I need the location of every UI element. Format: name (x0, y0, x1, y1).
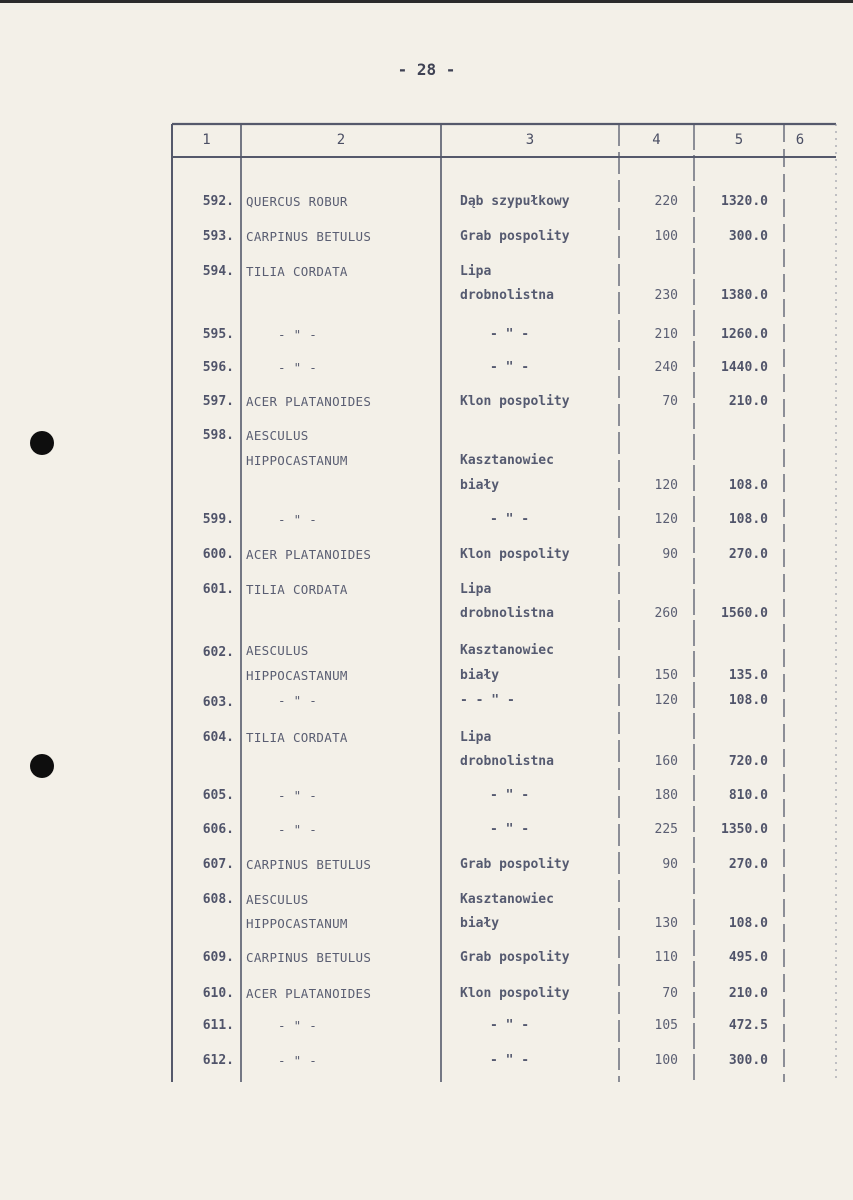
polish-name-line-2: drobnolistna (460, 606, 554, 621)
value-col-5: 210.0 (728, 394, 768, 409)
polish-name: Grab pospolity (460, 950, 570, 965)
polish-name: - - " - (460, 693, 515, 708)
latin-name: - " - (278, 360, 318, 375)
row-number: 607. (202, 857, 234, 872)
latin-name: - " - (278, 788, 318, 803)
row-number: 610. (202, 986, 234, 1001)
polish-name: - " - (490, 360, 530, 375)
value-col-4: 230 (654, 288, 678, 303)
row-number: 597. (202, 394, 234, 409)
polish-name: Klon pospolity (460, 986, 570, 1001)
latin-name: TILIA CORDATA (246, 264, 348, 279)
latin-name-line-2: HIPPOCASTANUM (246, 453, 348, 468)
value-col-5: 1440.0 (721, 360, 768, 375)
latin-name: TILIA CORDATA (246, 582, 348, 597)
value-col-5: 300.0 (728, 229, 768, 244)
value-col-4: 120 (654, 478, 678, 493)
polish-name: - " - (490, 327, 530, 342)
latin-name: ACER PLATANOIDES (246, 986, 372, 1001)
value-col-5: 270.0 (728, 857, 768, 872)
polish-name: Grab pospolity (460, 229, 570, 244)
value-col-4: 120 (654, 512, 678, 527)
value-col-4: 110 (654, 950, 678, 965)
value-col-4: 105 (654, 1018, 678, 1033)
value-col-4: 90 (662, 547, 678, 562)
latin-name: TILIA CORDATA (246, 730, 348, 745)
row-number: 601. (202, 582, 234, 597)
polish-name: Lipa (460, 582, 492, 597)
latin-name: - " - (278, 512, 318, 527)
value-col-4: 150 (654, 668, 678, 683)
row-number: 592. (202, 194, 234, 209)
latin-name: ACER PLATANOIDES (246, 547, 372, 562)
value-col-4: 70 (662, 394, 678, 409)
value-col-4: 100 (654, 1053, 678, 1068)
row-number: 608. (202, 892, 234, 907)
row-number: 596. (202, 360, 234, 375)
value-col-5: 495.0 (728, 950, 768, 965)
latin-name: QUERCUS ROBUR (246, 194, 348, 209)
latin-name-line-2: HIPPOCASTANUM (246, 916, 348, 931)
polish-name: Kasztanowiec (460, 453, 554, 468)
value-col-5: 1260.0 (721, 327, 768, 342)
value-col-5: 720.0 (728, 754, 768, 769)
value-col-4: 220 (654, 194, 678, 209)
row-number: 603. (202, 695, 234, 710)
value-col-4: 90 (662, 857, 678, 872)
value-col-5: 1350.0 (721, 822, 768, 837)
col-header-6: 6 (795, 132, 805, 148)
polish-name: Klon pospolity (460, 547, 570, 562)
value-col-4: 120 (654, 693, 678, 708)
value-col-5: 810.0 (728, 788, 768, 803)
polish-name: - " - (490, 512, 530, 527)
col-header-2: 2 (336, 132, 346, 148)
row-number: 593. (202, 229, 234, 244)
latin-name: ACER PLATANOIDES (246, 394, 372, 409)
latin-name: CARPINUS BETULUS (246, 229, 372, 244)
row-number: 605. (202, 788, 234, 803)
col-header-1: 1 (202, 132, 211, 148)
polish-name: Dąb szypułkowy (460, 194, 570, 209)
value-col-5: 135.0 (728, 668, 768, 683)
row-number: 598. (202, 428, 234, 443)
col-header-5: 5 (734, 132, 744, 148)
polish-name-line-2: biały (460, 668, 500, 683)
polish-name: Grab pospolity (460, 857, 570, 872)
polish-name: - " - (490, 822, 530, 837)
polish-name: Lipa (460, 730, 492, 745)
polish-name: - " - (490, 1053, 530, 1068)
latin-name: - " - (278, 1018, 318, 1033)
latin-name: CARPINUS BETULUS (246, 857, 372, 872)
col-header-3: 3 (525, 132, 535, 148)
row-number: 595. (202, 327, 234, 342)
value-col-5: 210.0 (728, 986, 768, 1001)
row-number: 604. (202, 730, 234, 745)
latin-name: - " - (278, 693, 318, 708)
latin-name: CARPINUS BETULUS (246, 950, 372, 965)
latin-name: AESCULUS (246, 643, 309, 658)
row-number: 594. (202, 264, 234, 279)
polish-name-line-2: drobnolistna (460, 288, 554, 303)
row-number: 606. (202, 822, 234, 837)
col-header-4: 4 (652, 132, 661, 148)
value-col-4: 180 (654, 788, 678, 803)
row-number: 599. (202, 512, 234, 527)
value-col-4: 160 (654, 754, 678, 769)
row-number: 611. (202, 1018, 234, 1033)
value-col-4: 130 (654, 916, 678, 931)
polish-name-line-2: biały (460, 478, 500, 493)
polish-name-line-2: biały (460, 916, 500, 931)
value-col-4: 260 (654, 606, 678, 621)
value-col-4: 210 (654, 327, 678, 342)
value-col-4: 240 (654, 360, 678, 375)
value-col-5: 472.5 (728, 1018, 768, 1033)
value-col-5: 108.0 (728, 512, 768, 527)
value-col-5: 108.0 (728, 693, 768, 708)
value-col-5: 108.0 (728, 916, 768, 931)
polish-name-line-2: drobnolistna (460, 754, 554, 769)
latin-name: - " - (278, 822, 318, 837)
latin-name: - " - (278, 327, 318, 342)
polish-name: - " - (490, 788, 530, 803)
latin-name: - " - (278, 1053, 318, 1068)
polish-name: Lipa (460, 264, 492, 279)
polish-name: Kasztanowiec (460, 643, 554, 658)
row-number: 602. (202, 645, 234, 660)
value-col-4: 100 (654, 229, 678, 244)
row-number: 612. (202, 1053, 234, 1068)
value-col-5: 270.0 (728, 547, 768, 562)
value-col-4: 225 (654, 822, 678, 837)
polish-name: Klon pospolity (460, 394, 570, 409)
latin-name: AESCULUS (246, 428, 309, 443)
row-number: 600. (202, 547, 234, 562)
polish-name: - " - (490, 1018, 530, 1033)
latin-name-line-2: HIPPOCASTANUM (246, 668, 348, 683)
value-col-5: 300.0 (728, 1053, 768, 1068)
value-col-5: 1380.0 (721, 288, 768, 303)
latin-name: AESCULUS (246, 892, 309, 907)
value-col-5: 1560.0 (721, 606, 768, 621)
value-col-5: 108.0 (728, 478, 768, 493)
value-col-4: 70 (662, 986, 678, 1001)
polish-name: Kasztanowiec (460, 892, 554, 907)
page-number: - 28 - (397, 60, 456, 79)
value-col-5: 1320.0 (721, 194, 768, 209)
row-number: 609. (202, 950, 234, 965)
